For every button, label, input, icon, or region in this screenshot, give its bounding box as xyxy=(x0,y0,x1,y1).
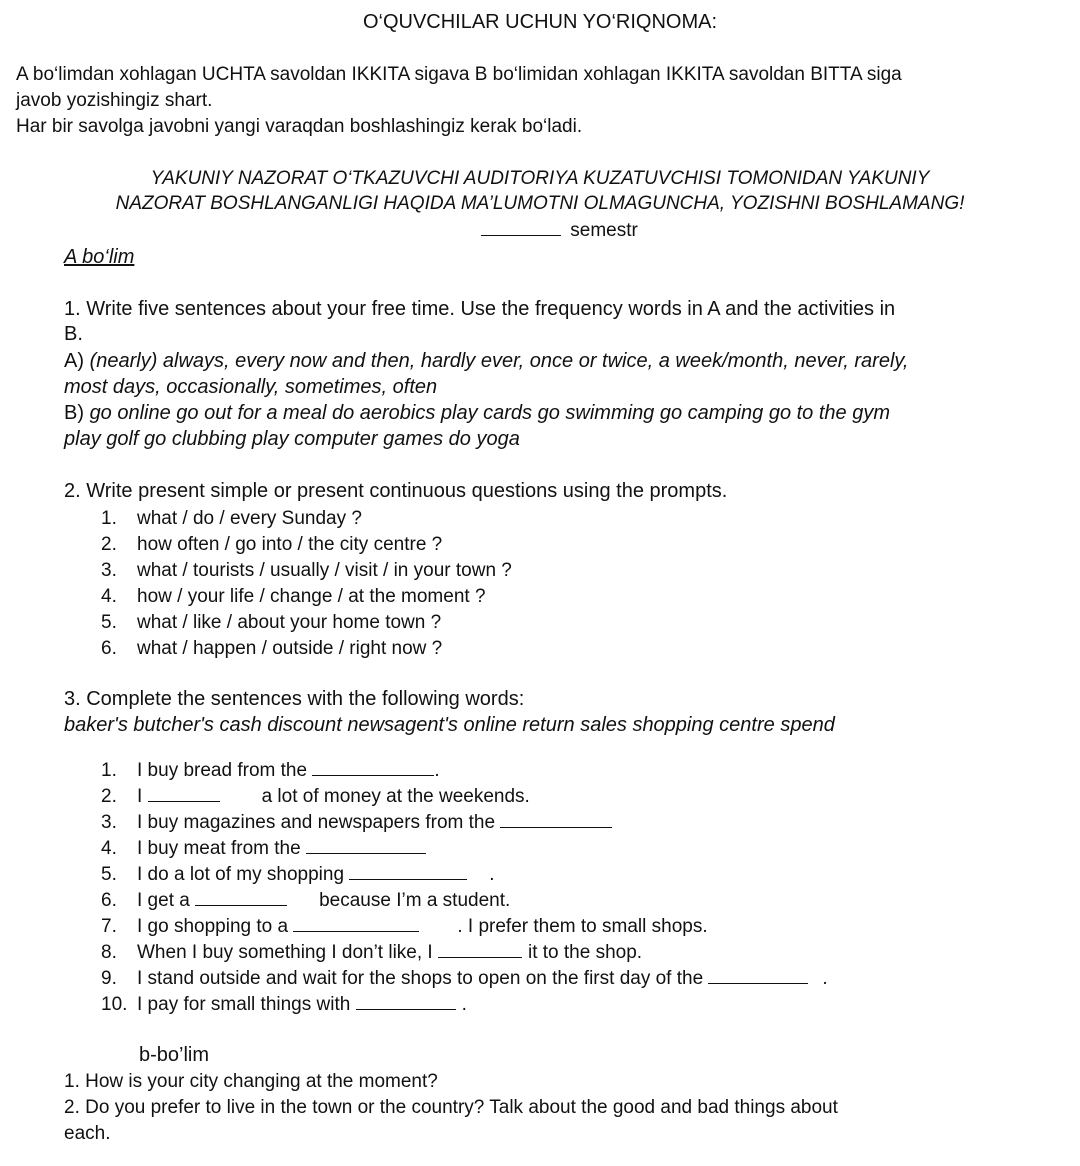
q2-item: 1. what / do / every Sunday ? xyxy=(101,508,362,529)
warning-line-2: NAZORAT BOSHLANGANLIGI HAQIDA MA’LUMOTNI OLMAGUNCHA, YOZISHNI BOSHLAMANG! xyxy=(115,193,965,214)
q1-list-b-line-2: play golf go clubbing play computer games do yoga xyxy=(64,428,520,450)
q3-title: 3. Complete the sentences with the following words: xyxy=(64,688,525,710)
answer-blank xyxy=(293,916,419,932)
section-b-question-1: 1. How is your city changing at the moment? xyxy=(64,1071,438,1092)
section-a-title: A bo‘lim xyxy=(64,246,135,268)
q1-b-label: B) xyxy=(64,402,84,424)
q2-title: 2. Write present simple or present continuous questions using the prompts. xyxy=(64,480,728,502)
semester-line xyxy=(481,219,638,243)
q2-item: 5. what / like / about your home town ? xyxy=(101,612,442,633)
q1-list-b-line-1 xyxy=(64,401,890,425)
warning-line-1: YAKUNIY NAZORAT O‘TKAZUVCHI AUDITORIYA KUZATUVCHISI TOMONIDAN YAKUNIY xyxy=(150,168,930,189)
q1-list-a-line-2: most days, occasionally, sometimes, often xyxy=(64,376,438,398)
q2-item: 3. what / tourists / usually / visit / in your town ? xyxy=(101,560,512,581)
instruction-line-3: Har bir savolga javobni yangi varaqdan boshlashingiz kerak bo‘ladi. xyxy=(16,116,583,137)
q3-item: 6. I get a because I’m a student. xyxy=(101,890,511,911)
q2-item: 2. how often / go into / the city centre ? xyxy=(101,534,443,555)
q3-item: 4. I buy meat from the xyxy=(101,837,426,861)
answer-blank xyxy=(500,812,612,828)
answer-blank xyxy=(349,864,467,880)
q3-item: 8. When I buy something I don’t like, I it to the shop. xyxy=(101,942,643,963)
answer-blank xyxy=(306,838,426,854)
q2-item: 6. what / happen / outside / right now ? xyxy=(101,638,443,659)
page-title: O‘QUVCHILAR UCHUN YO‘RIQNOMA: xyxy=(362,11,718,33)
q3-item: 5. I do a lot of my shopping . xyxy=(101,864,495,885)
instruction-line-1: A bo‘limdan xohlagan UCHTA savoldan IKKITA sigava B bo‘limidan xohlagan IKKITA savoldan BITTA siga xyxy=(16,64,902,85)
q3-item: 3. I buy magazines and newspapers from the xyxy=(101,811,612,835)
q1-list-a-line-1 xyxy=(64,349,908,373)
section-b-question-2-line-2: each. xyxy=(64,1123,111,1144)
q2-item: 4. how / your life / change / at the moment ? xyxy=(101,586,486,607)
semester-blank xyxy=(481,220,561,236)
q3-word-bank: baker's butcher's cash discount newsagent's online return sales shopping centre spend xyxy=(64,714,835,736)
q3-item: 2. I a lot of money at the weekends. xyxy=(101,786,530,807)
q3-item: 9. I stand outside and wait for the shops to open on the first day of the . xyxy=(101,968,828,989)
q1-a-text: (nearly) always, every now and then, hardly ever, once or twice, a week/month, never, rarely, xyxy=(89,350,909,372)
q1-title-line-1: 1. Write five sentences about your free time. Use the frequency words in A and the activities in xyxy=(64,298,896,320)
q3-item: 10. I pay for small things with . xyxy=(101,994,467,1015)
answer-blank xyxy=(356,994,456,1010)
q1-title-line-2: B. xyxy=(64,323,83,345)
q1-b-text: go online go out for a meal do aerobics play cards go swimming go camping go to the gym xyxy=(89,402,891,424)
q3-item: 1. I buy bread from the . xyxy=(101,760,440,781)
answer-blank xyxy=(148,786,220,802)
semester-label: semestr xyxy=(570,220,638,241)
answer-blank xyxy=(312,760,434,776)
answer-blank xyxy=(195,890,287,906)
answer-blank xyxy=(708,968,808,984)
section-b-question-2-line-1: 2. Do you prefer to live in the town or the country? Talk about the good and bad things about xyxy=(64,1097,838,1118)
answer-blank xyxy=(438,942,522,958)
q3-item: 7. I go shopping to a . I prefer them to small shops. xyxy=(101,916,708,937)
q1-a-label: A) xyxy=(64,350,84,372)
instruction-line-2: javob yozishingiz shart. xyxy=(16,90,213,111)
section-b-title: b-bo’lim xyxy=(139,1044,210,1066)
